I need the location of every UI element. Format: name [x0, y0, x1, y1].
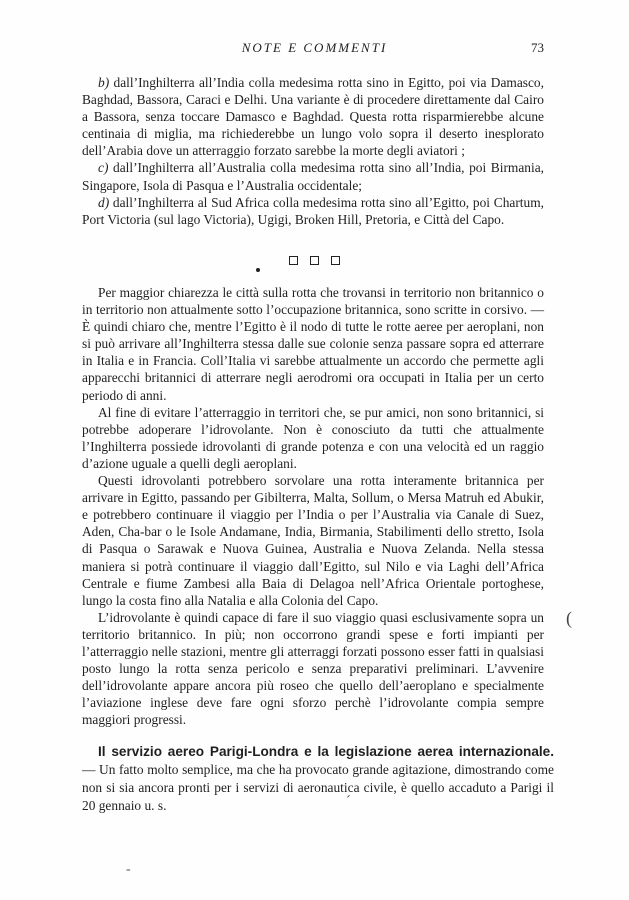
running-title: NOTE E COMMENTI: [241, 40, 388, 55]
paragraph: Per maggior chiarezza le città sulla rotta che trovansi in territorio non britannico o in territorio non attualmente sotto l’occupazione britannica, sono scritte in corsivo. — È quindi chiaro che, mentre l’Egitto è il nodo di tutte le rotte aeree per aeroplani, non si può arrivare all’Inghilterra stessa dalle sue colonie senza passare sopra ed atterrare in Italia e in Francia. Coll’Italia vi sarebbe attualmente un accordo che permette agli apparecchi britannici di atterrare negli aerodromi ora occupati in Italia per un certo periodo di anni.: [82, 285, 544, 403]
list-item-text: dall’Inghilterra all’Australia colla medesima rotta sino all’India, poi Birmania, Singapore, Isola di Pasqua e l’Australia occidentale;: [82, 160, 544, 193]
body-text: [82, 284, 544, 728]
section-body: — Un fatto molto semplice, ma che ha provocato grande agitazione, dimostrando come non si sia ancora pronti per i servizi di aeronautica civile, è quello accaduto a Parigi il 20 gennaio u. s.: [82, 762, 554, 813]
divider-square-icon: [331, 256, 340, 265]
divider-dot-icon: [256, 268, 260, 272]
section-divider: [0, 256, 629, 268]
route-list: [82, 74, 544, 228]
news-section: [82, 743, 554, 815]
list-item-text: dall’Inghilterra all’India colla medesima rotta sino in Egitto, poi via Damasco, Baghdad, Bassora, Caraci e Delhi. Una variante è di procedere direttamente dal Cairo a Bassora, senza toccare Damasco e Baghdad. Questa rotta risparmierebbe alcune centinaia di miglia, ma richiederebbe un lungo volo sopra il deserto inesplorato dell’Arabia dove un atterraggio forzato sarebbe la morte degli aviatori ;: [82, 75, 544, 159]
divider-square-icon: [310, 256, 319, 265]
list-marker: c): [98, 160, 109, 176]
page-number: 73: [531, 40, 544, 55]
section-title: Il servizio aereo Parigi-Londra e la legislazione aerea internazionale.: [98, 744, 554, 759]
paragraph: L’idrovolante è quindi capace di fare il suo viaggio quasi esclusivamente sopra un territorio britannico. In più; non occorrono grandi spese e forti impianti per l’atterraggio nelle stazioni, mentre gli atterraggi forzati possono esser fatti in qualsiasi posto lungo la rotta senza pericolo e senza preparativi preliminari. L’avvenire dell’idrovolante appare ancora più roseo che quello dell’aeroplano e specialmente l’aviazione inglese deve fare ogni sforzo perchè l’idrovolante compia sempre maggiori progressi.: [82, 609, 544, 728]
paragraph: Al fine di evitare l’atterraggio in territori che, se pur amici, non sono britannici, si potrebbe adoperare l’idrovolante. Non è conosciuto da tutti che attualmente l’Inghilterra possiede idrovolanti di grande potenza e con una velocità ed un raggio d’azione uguale a quelli degli aeroplani.: [82, 404, 544, 471]
page-header: [0, 40, 629, 60]
paragraph: Questi idrovolanti potrebbero sorvolare una rotta interamente britannica per arrivare in Egitto, passando per Gibilterra, Malta, Sollum, o Mersa Matruh ed Abukir, e potrebbero continuare il viaggio per l’India o per l’Australia via Canale di Suez, Aden, Cha-bar o le Isole Andamane, India, Birmania, Stabilimenti dello stretto, Isola di Pasqua o Sarawak e Nuova Guinea, Australia e Nuova Zelanda. Nella stessa maniera si potrà continuare il viaggio dall’Egitto, sul Nilo e via Laghi dell’Africa Centrale e fiume Zambesi alla Baia di Delagoa nell’Africa Orientale portoghese, lungo la costa fino alla Natalia e alla Colonia del Capo.: [82, 473, 544, 608]
margin-tick-mark: -: [126, 862, 131, 877]
section-paragraph: [82, 743, 554, 815]
list-item: [82, 74, 544, 159]
list-marker: b): [98, 75, 110, 90]
list-marker: d): [98, 194, 110, 210]
list-item: [82, 159, 544, 193]
margin-bracket-mark: (: [566, 608, 572, 628]
list-item: [82, 194, 544, 228]
stray-accent-mark: ´: [346, 794, 351, 809]
list-item-text: dall’Inghilterra al Sud Africa colla medesima rotta sino all’Egitto, poi Chartum, Port Victoria (sul lago Victoria), Ugigi, Broken Hill, Pretoria, e Città del Capo.: [82, 194, 544, 227]
divider-square-icon: [289, 256, 298, 265]
